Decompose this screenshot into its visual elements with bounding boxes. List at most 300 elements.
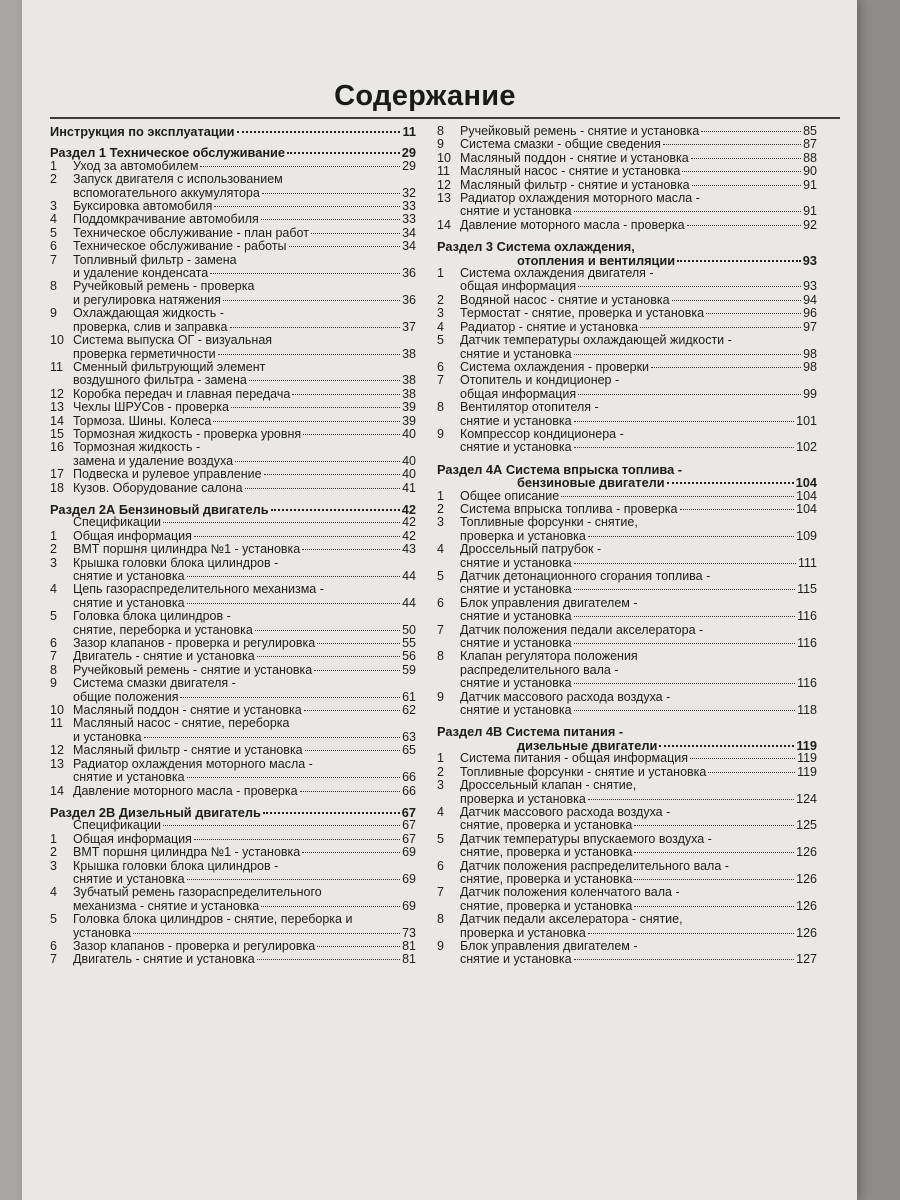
entry-title: снятие и установка	[460, 555, 572, 570]
entry-title: Техническое обслуживание - план работ	[73, 225, 309, 240]
entry-number: 7	[50, 649, 57, 664]
entry-title: Датчик положения коленчатого вала -	[460, 885, 680, 900]
toc-entry	[437, 624, 817, 637]
toc-entry	[437, 280, 817, 293]
dot-leader	[237, 131, 401, 133]
entry-number: 3	[50, 858, 57, 873]
toc-entry	[50, 597, 416, 610]
entry-title: снятие и установка	[460, 413, 572, 428]
entry-title: снятие и установка	[460, 582, 572, 597]
entry-title: Головка блока цилиндров -	[73, 609, 231, 624]
dot-leader	[261, 906, 400, 907]
entry-title: Компрессор кондиционера -	[460, 426, 624, 441]
dot-leader	[574, 563, 796, 564]
toc-entry	[437, 886, 817, 899]
page-number: 36	[402, 266, 416, 281]
toc-entry	[50, 758, 416, 771]
toc-entry	[50, 227, 416, 240]
toc-entry	[437, 900, 817, 913]
toc-entry	[437, 543, 817, 556]
dot-leader	[651, 367, 801, 368]
entry-title: снятие, проверка и установка	[460, 845, 633, 860]
toc-entry	[50, 860, 416, 873]
entry-title: Коробка передач и главная передача	[73, 386, 291, 401]
toc-entry	[437, 704, 817, 717]
dot-leader	[213, 421, 400, 422]
entry-title: Уход за автомобилем	[73, 158, 199, 173]
page-number: 44	[402, 595, 416, 610]
toc-entry	[437, 267, 817, 280]
page-number: 93	[802, 252, 817, 268]
toc-entry	[437, 752, 817, 765]
page-number: 81	[402, 952, 416, 967]
page-title: Содержание	[334, 80, 516, 112]
toc-entry	[437, 321, 817, 334]
toc-entry	[437, 677, 817, 690]
toc-entry	[437, 530, 817, 543]
toc-entry	[437, 793, 817, 806]
entry-number: 2	[437, 764, 444, 779]
entry-title: Масляный фильтр - снятие и установка	[460, 177, 690, 192]
page-number: 73	[402, 925, 416, 940]
toc-entry	[437, 610, 817, 623]
toc-entry	[50, 307, 416, 320]
background-edge	[857, 0, 900, 1200]
entry-title: Зазор клапанов - проверка и регулировка	[73, 938, 316, 953]
dot-leader	[163, 522, 400, 523]
entry-number: 1	[50, 528, 57, 543]
entry-title: Масляный насос - снятие и установка	[460, 164, 681, 179]
dot-leader	[289, 246, 401, 247]
page-number: 90	[803, 164, 817, 179]
toc-entry	[50, 771, 416, 784]
section-title: Раздел 1 Техническое обслуживание	[50, 145, 286, 161]
toc-entry	[437, 637, 817, 650]
entry-number: 18	[50, 480, 64, 495]
dot-leader	[677, 260, 801, 262]
dot-leader	[708, 772, 795, 773]
dot-leader	[303, 434, 400, 435]
toc-entry	[50, 294, 416, 307]
toc-entry	[50, 280, 416, 293]
toc-entry	[50, 254, 416, 267]
entry-number: 7	[50, 952, 57, 967]
toc-entry	[50, 650, 416, 663]
entry-title: Масляный поддон - снятие и установка	[73, 703, 302, 718]
dot-leader	[574, 616, 795, 617]
entry-title: Радиатор - снятие и установка	[460, 319, 639, 334]
dot-leader	[144, 737, 401, 738]
dot-leader	[574, 643, 795, 644]
toc-entry	[50, 543, 416, 556]
page-number: 38	[402, 386, 416, 401]
dot-leader	[194, 536, 400, 537]
page-number: 69	[402, 898, 416, 913]
entry-number: 8	[50, 279, 57, 294]
dot-leader	[706, 313, 801, 314]
entry-title: снятие, переборка и установка	[73, 622, 253, 637]
entry-title: проверка и установка	[460, 925, 586, 940]
toc-entry	[437, 179, 817, 192]
toc-entry	[437, 415, 817, 428]
entry-title: установка	[73, 925, 132, 940]
entry-title: Ручейковый ремень - проверка	[73, 279, 255, 294]
page-number: 126	[796, 845, 817, 860]
entry-title: снятие и установка	[460, 703, 572, 718]
entry-number: 2	[50, 172, 57, 187]
entry-title: общая информация	[460, 386, 577, 401]
entry-title: снятие и установка	[73, 595, 185, 610]
dot-leader	[304, 710, 400, 711]
dot-leader	[214, 206, 400, 207]
entry-number: 4	[437, 319, 444, 334]
entry-title: Датчик температуры впускаемого воздуха -	[460, 831, 712, 846]
toc-section-heading	[50, 503, 416, 516]
dot-leader	[133, 933, 400, 934]
toc-entry	[50, 940, 416, 953]
entry-title: Система охлаждения двигателя -	[460, 266, 654, 281]
entry-title: проверка и установка	[460, 528, 586, 543]
toc-entry	[50, 267, 416, 280]
dot-leader	[690, 758, 795, 759]
page-number: 91	[803, 177, 817, 192]
page-number: 65	[402, 743, 416, 758]
dot-leader	[187, 576, 400, 577]
toc-entry	[50, 468, 416, 481]
entry-title: снятие, проверка и установка	[460, 871, 633, 886]
dot-leader	[672, 300, 802, 301]
entry-title: Дроссельный клапан - снятие,	[460, 778, 637, 793]
entry-title: Масляный фильтр - снятие и установка	[73, 743, 303, 758]
page-number: 36	[402, 292, 416, 307]
entry-title: Масляный насос - снятие, переборка	[73, 716, 290, 731]
entry-number: 9	[437, 689, 444, 704]
entry-number: 11	[50, 359, 63, 374]
toc-entry	[50, 240, 416, 253]
entry-title: Датчик массового расхода воздуха -	[460, 804, 671, 819]
toc-entry	[50, 704, 416, 717]
toc-entry	[437, 953, 817, 966]
entry-title: вспомогательного аккумулятора	[73, 185, 260, 200]
entry-number: 1	[437, 751, 444, 766]
dot-leader	[634, 879, 794, 880]
dot-leader	[305, 750, 400, 751]
toc-column-right	[437, 125, 817, 967]
entry-title: распределительного вала -	[460, 662, 619, 677]
page-number: 40	[402, 453, 416, 468]
toc-entry	[437, 152, 817, 165]
entry-number: 13	[50, 756, 64, 771]
page-number: 34	[402, 225, 416, 240]
dot-leader	[180, 697, 400, 698]
toc-entry	[437, 294, 817, 307]
toc-entry	[437, 557, 817, 570]
entry-number: 13	[50, 400, 64, 415]
toc-entry	[50, 570, 416, 583]
dot-leader	[311, 233, 400, 234]
entry-title: замена и удаление воздуха	[73, 453, 234, 468]
page-number: 11	[402, 124, 416, 139]
toc-entry	[437, 940, 817, 953]
page-number: 56	[402, 649, 416, 664]
page-number: 81	[402, 938, 416, 953]
dot-leader	[163, 825, 400, 826]
entry-number: 2	[437, 292, 444, 307]
toc-entry	[50, 160, 416, 173]
entry-title: Датчик положения педали акселератора -	[460, 622, 704, 637]
toc-entry	[50, 321, 416, 334]
page-number: 119	[797, 751, 817, 766]
page-number: 124	[796, 791, 817, 806]
dot-leader	[235, 461, 400, 462]
entry-number: 7	[437, 622, 444, 637]
page-number: 116	[797, 676, 817, 691]
page-number: 97	[803, 319, 817, 334]
entry-title: Датчик температуры охлаждающей жидкости -	[460, 333, 732, 348]
page-number: 61	[402, 689, 416, 704]
section-title: бензиновые двигатели	[517, 475, 665, 491]
dot-leader	[588, 799, 794, 800]
entry-title: снятие и установка	[73, 770, 185, 785]
toc-entry	[437, 846, 817, 859]
toc-entry	[437, 664, 817, 677]
page-number: 44	[402, 569, 416, 583]
entry-title: ВМТ поршня цилиндра №1 - установка	[73, 845, 301, 860]
page-number: 98	[803, 346, 817, 361]
entry-number: 14	[437, 217, 451, 232]
dot-leader	[574, 710, 795, 711]
page-number: 43	[402, 542, 416, 557]
page-number: 91	[803, 204, 817, 219]
entry-title: Система смазки - общие сведения	[460, 137, 661, 152]
entry-number: 17	[50, 467, 64, 482]
page-number: 111	[797, 555, 817, 570]
page-number: 115	[797, 582, 817, 597]
entry-title: Тормозная жидкость -	[73, 440, 201, 455]
page-number: 104	[795, 475, 817, 491]
entry-title: проверка и установка	[460, 791, 586, 806]
toc-entry	[50, 374, 416, 387]
dot-leader	[692, 185, 801, 186]
dot-leader	[292, 394, 400, 395]
toc-entry	[437, 597, 817, 610]
dot-leader	[187, 777, 400, 778]
page-number: 42	[402, 528, 416, 543]
entry-number: 3	[50, 199, 57, 214]
dot-leader	[640, 327, 801, 328]
entry-title: Датчик детонационного сгорания топлива -	[460, 569, 711, 583]
entry-title: Давление моторного масла - проверка	[73, 783, 298, 798]
toc-entry	[50, 873, 416, 886]
toc-entry	[50, 361, 416, 374]
entry-number: 5	[50, 609, 57, 624]
toc-entry	[50, 819, 416, 832]
entry-title: механизма - снятие и установка	[73, 898, 260, 913]
entry-title: Топливный фильтр - замена	[73, 252, 237, 267]
entry-title: Двигатель - снятие и установка	[73, 952, 255, 967]
entry-number: 10	[50, 333, 64, 348]
dot-leader	[210, 273, 400, 274]
entry-title: Общая информация	[73, 528, 192, 543]
entry-title: Тормозная жидкость - проверка уровня	[73, 426, 302, 441]
page-number: 96	[803, 306, 817, 321]
toc-entry	[50, 455, 416, 468]
entry-number: 4	[50, 885, 57, 900]
dot-leader	[574, 589, 795, 590]
entry-title: общие положения	[73, 689, 179, 704]
entry-number: 10	[50, 703, 64, 718]
toc-entry	[50, 624, 416, 637]
dot-leader	[257, 656, 400, 657]
dot-leader	[223, 300, 400, 301]
toc-entry	[50, 846, 416, 859]
section-title: Раздел 3 Система охлаждения,	[437, 239, 635, 255]
dot-leader	[574, 211, 801, 212]
entry-title: Отопитель и кондиционер -	[460, 373, 620, 388]
dot-leader	[701, 131, 801, 132]
toc-entry	[437, 374, 817, 387]
dot-leader	[200, 166, 400, 167]
page-number: 93	[803, 279, 817, 294]
entry-title: снятие, проверка и установка	[460, 818, 633, 833]
entry-title: и удаление конденсата	[73, 266, 209, 281]
entry-number: 2	[50, 845, 57, 860]
page-number: 67	[402, 831, 416, 846]
entry-number: 9	[50, 676, 57, 691]
dot-leader	[659, 745, 794, 747]
entry-title: Головка блока цилиндров - снятие, переборка и	[73, 912, 353, 927]
toc-entry	[50, 428, 416, 441]
toc-entry	[50, 173, 416, 186]
toc-entry	[437, 165, 817, 178]
entry-number: 5	[437, 569, 444, 583]
page-number: 29	[402, 158, 416, 173]
toc-entry	[50, 677, 416, 690]
toc-entry	[437, 388, 817, 401]
toc-entry	[50, 900, 416, 913]
entry-number: 11	[437, 164, 450, 179]
entry-number: 4	[50, 582, 57, 597]
entry-number: 4	[50, 212, 57, 227]
entry-number: 16	[50, 440, 64, 455]
entry-title: Датчик массового расхода воздуха -	[460, 689, 671, 704]
entry-number: 11	[50, 716, 63, 731]
toc-entry	[437, 192, 817, 205]
toc-entry	[437, 401, 817, 414]
toc-entry	[437, 138, 817, 151]
page-number: 116	[797, 636, 817, 651]
section-title: Раздел 2В Дизельный двигатель	[50, 804, 261, 820]
entry-number: 2	[50, 542, 57, 557]
entry-title: снятие и установка	[460, 204, 572, 219]
toc-entry	[437, 307, 817, 320]
page-number: 125	[796, 818, 817, 833]
entry-title: и установка	[73, 729, 142, 744]
dot-leader	[263, 812, 400, 814]
entry-number: 8	[437, 912, 444, 927]
toc-entry	[437, 490, 817, 503]
entry-title: Двигатель - снятие и установка	[73, 649, 255, 664]
entry-title: Датчик педали акселератора - снятие,	[460, 912, 683, 927]
entry-title: Крышка головки блока цилиндров -	[73, 858, 279, 873]
entry-number: 15	[50, 426, 64, 441]
entry-title: Ручейковый ремень - снятие и установка	[460, 124, 700, 138]
page-number: 67	[401, 804, 416, 820]
page-number: 109	[796, 528, 817, 543]
page-number: 29	[401, 145, 416, 161]
page-number: 42	[401, 501, 416, 517]
entry-title: Дроссельный патрубок -	[460, 542, 602, 557]
page-number: 41	[402, 480, 416, 495]
dot-leader	[588, 536, 794, 537]
page-number: 34	[402, 239, 416, 254]
toc-section-heading	[437, 725, 817, 738]
toc-section-heading	[437, 476, 817, 489]
page-number: 37	[402, 319, 416, 334]
toc-entry	[437, 441, 817, 454]
dot-leader	[634, 825, 794, 826]
toc-entry	[50, 731, 416, 744]
entry-number: 5	[50, 912, 57, 927]
entry-title: воздушного фильтра - замена	[73, 373, 247, 388]
toc-column-left	[50, 125, 416, 967]
toc-entry	[50, 583, 416, 596]
toc-entry	[50, 388, 416, 401]
dot-leader	[314, 670, 400, 671]
dot-leader	[317, 643, 400, 644]
entry-title: Блок управления двигателем -	[460, 595, 638, 610]
page-number: 59	[402, 662, 416, 677]
dot-leader	[271, 509, 400, 511]
dot-leader	[574, 447, 795, 448]
page-number: 127	[796, 952, 817, 967]
entry-number: 1	[50, 158, 57, 173]
entry-number: 8	[437, 124, 444, 138]
toc-entry	[50, 200, 416, 213]
page-number: 40	[402, 426, 416, 441]
dot-leader	[663, 144, 801, 145]
entry-number: 9	[437, 426, 444, 441]
toc-entry	[50, 348, 416, 361]
toc-entry	[50, 744, 416, 757]
entry-title: Техническое обслуживание - работы	[73, 239, 287, 254]
dot-leader	[264, 474, 401, 475]
dot-leader	[302, 549, 400, 550]
entry-title: Ручейковый ремень - снятие и установка	[73, 662, 313, 677]
page-number: 126	[796, 925, 817, 940]
dot-leader	[249, 380, 400, 381]
entry-number: 1	[437, 266, 444, 281]
entry-number: 13	[437, 191, 451, 206]
entry-number: 6	[437, 359, 444, 374]
entry-number: 5	[437, 831, 444, 846]
entry-title: снятие и установка	[460, 676, 572, 691]
entry-number: 4	[437, 804, 444, 819]
toc-entry	[437, 205, 817, 218]
page-number: 85	[803, 124, 817, 138]
entry-number: 6	[437, 858, 444, 873]
entry-title: Цепь газораспределительного механизма -	[73, 582, 324, 597]
entry-title: Вентилятор отопителя -	[460, 400, 599, 415]
toc-entry	[50, 664, 416, 677]
entry-title: Тормоза. Шины. Колеса	[73, 413, 212, 428]
dot-leader	[187, 603, 400, 604]
entry-title: Радиатор охлаждения моторного масла -	[73, 756, 313, 771]
entry-number: 5	[437, 333, 444, 348]
toc-entry	[437, 833, 817, 846]
dot-leader	[302, 852, 400, 853]
page-number: 38	[402, 373, 416, 388]
